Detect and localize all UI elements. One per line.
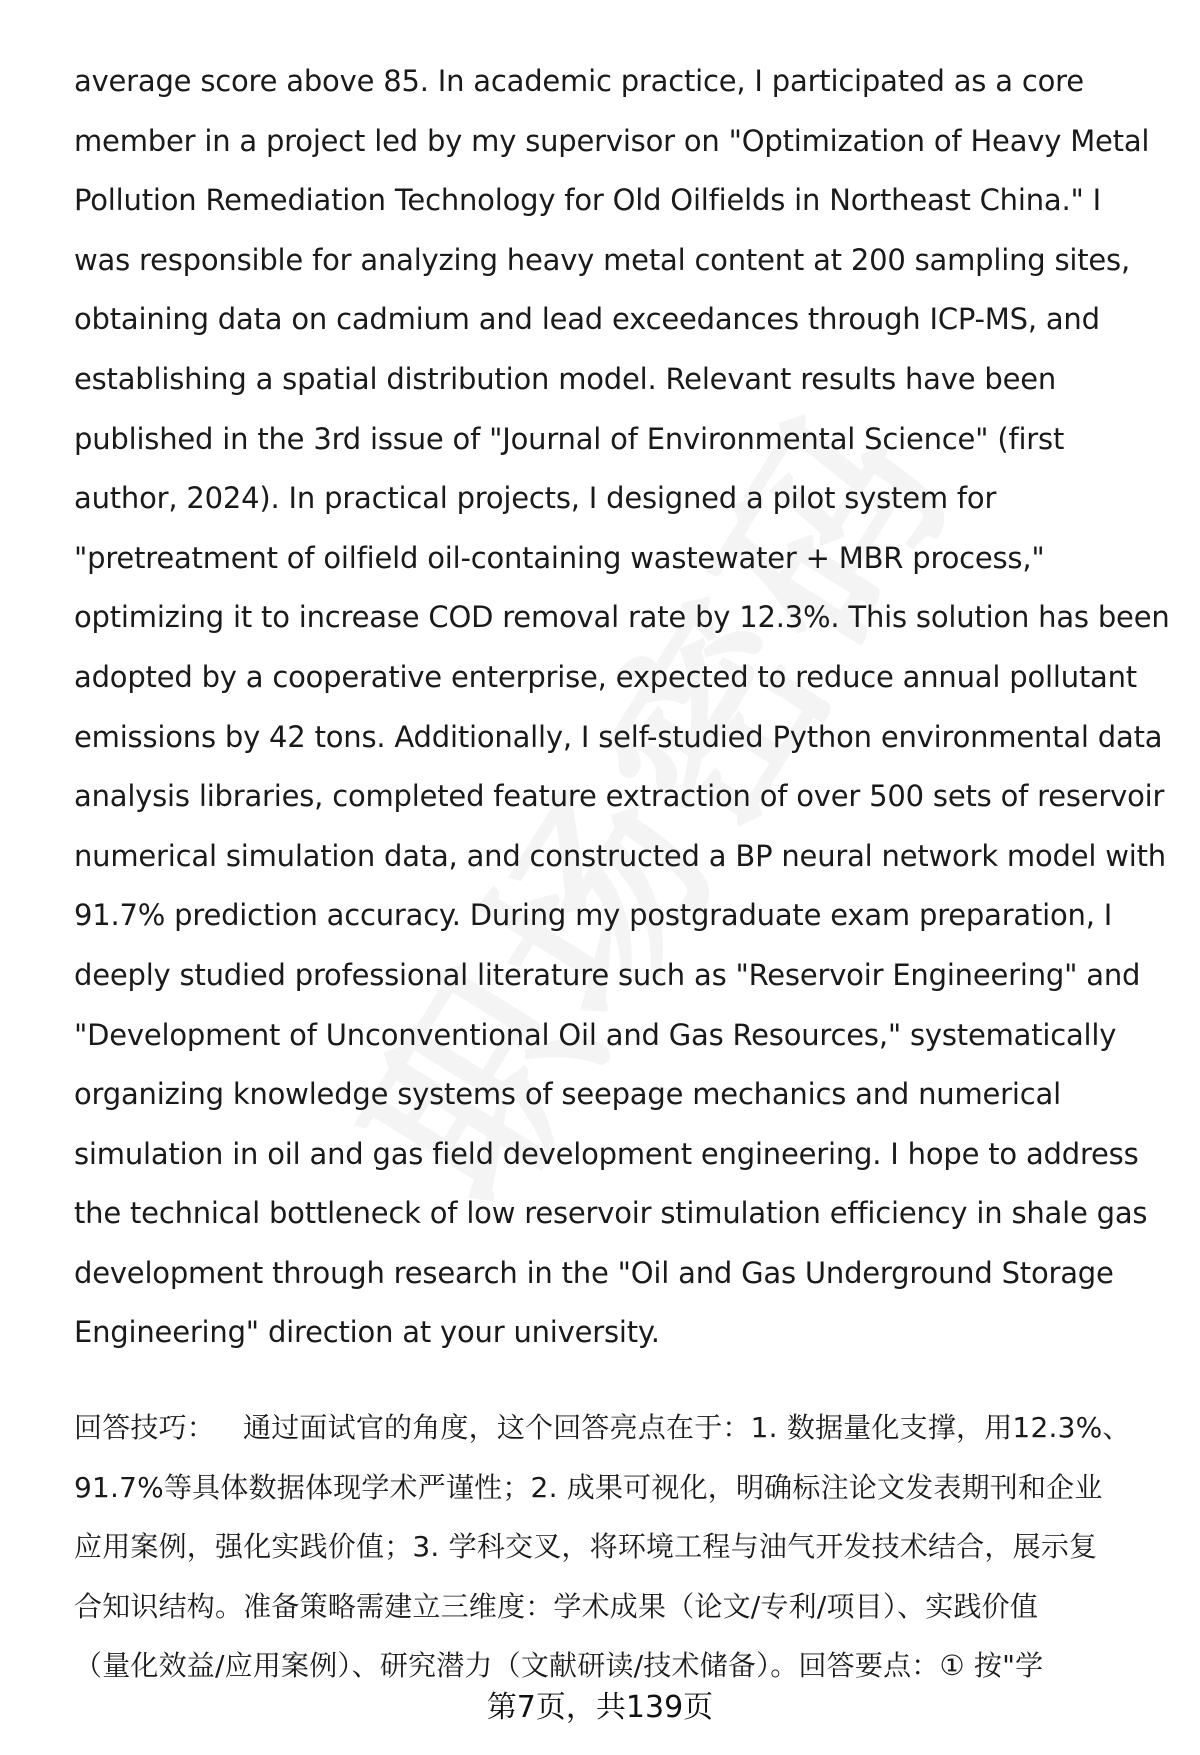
paragraph-line: analysis libraries, completed feature extraction of over 500 sets of reservoir xyxy=(74,779,1165,814)
paragraph-line: establishing a spatial distribution model. Relevant results have been xyxy=(74,361,1057,396)
answer-tips xyxy=(74,1398,1164,1696)
page-number: 第7页，共139页 xyxy=(486,1690,714,1725)
paragraph-line: "Development of Unconventional Oil and Gas Resources," systematically xyxy=(74,1017,1117,1052)
tips-line: 合知识结构。准备策略需建立三维度：学术成果（论文/专利/项目）、实践价值 xyxy=(74,1589,1039,1623)
paragraph-line: was responsible for analyzing heavy metal content at 200 sampling sites, xyxy=(74,242,1130,277)
paragraph-line: average score above 85. In academic practice, I participated as a core xyxy=(74,64,1084,98)
tips-line: 91.7%等具体数据体现学术严谨性；2. 成果可视化，明确标注论文发表期刊和企业 xyxy=(74,1470,1103,1504)
paragraph-line: author, 2024). In practical projects, I designed a pilot system for xyxy=(74,481,997,516)
paragraph-line: numerical simulation data, and constructed a BP neural network model with xyxy=(74,838,1166,873)
paragraph-line: Pollution Remediation Technology for Old Oilfields in Northeast China." I xyxy=(74,183,1101,218)
tips-first-text: 通过面试官的角度，这个回答亮点在于：1. 数据量化支撑，用12.3%、 xyxy=(243,1411,1131,1444)
paragraph-line: organizing knowledge systems of seepage mechanics and numerical xyxy=(74,1077,1061,1112)
paragraph-line: 91.7% prediction accuracy. During my postgraduate exam preparation, I xyxy=(74,898,1113,933)
paragraph-line: development through research in the "Oil and Gas Underground Storage xyxy=(74,1255,1114,1290)
paragraph-line: emissions by 42 tons. Additionally, I self-studied Python environmental data xyxy=(74,719,1163,754)
answer-paragraph xyxy=(74,52,1170,1363)
tips-first-line xyxy=(74,1398,1164,1458)
paragraph-line: deeply studied professional literature such as "Reservoir Engineering" and xyxy=(74,957,1141,992)
tips-line: （量化效益/应用案例）、研究潜力（文献研读/技术储备）。回答要点：① 按"学 xyxy=(74,1649,1044,1683)
tips-label: 回答技巧： xyxy=(74,1411,216,1444)
paragraph-line: the technical bottleneck of low reservoir stimulation efficiency in shale gas xyxy=(74,1196,1148,1231)
paragraph-line: "pretreatment of oilfield oil-containing wastewater + MBR process," xyxy=(74,540,1045,575)
paragraph-line: adopted by a cooperative enterprise, expected to reduce annual pollutant xyxy=(74,659,1137,694)
paragraph-line: member in a project led by my supervisor on "Optimization of Heavy Metal xyxy=(74,123,1150,158)
paragraph-line: optimizing it to increase COD removal rate by 12.3%. This solution has been xyxy=(74,600,1170,635)
paragraph-line: Engineering" direction at your university. xyxy=(74,1315,660,1350)
paragraph-line: published in the 3rd issue of "Journal of Environmental Science" (first xyxy=(74,421,1065,456)
tips-line: 应用案例，强化实践价值；3. 学科交叉，将环境工程与油气开发技术结合，展示复 xyxy=(74,1530,1098,1564)
paragraph-line: obtaining data on cadmium and lead exceedances through ICP-MS, and xyxy=(74,302,1100,337)
paragraph-line: simulation in oil and gas field development engineering. I hope to address xyxy=(74,1136,1139,1171)
